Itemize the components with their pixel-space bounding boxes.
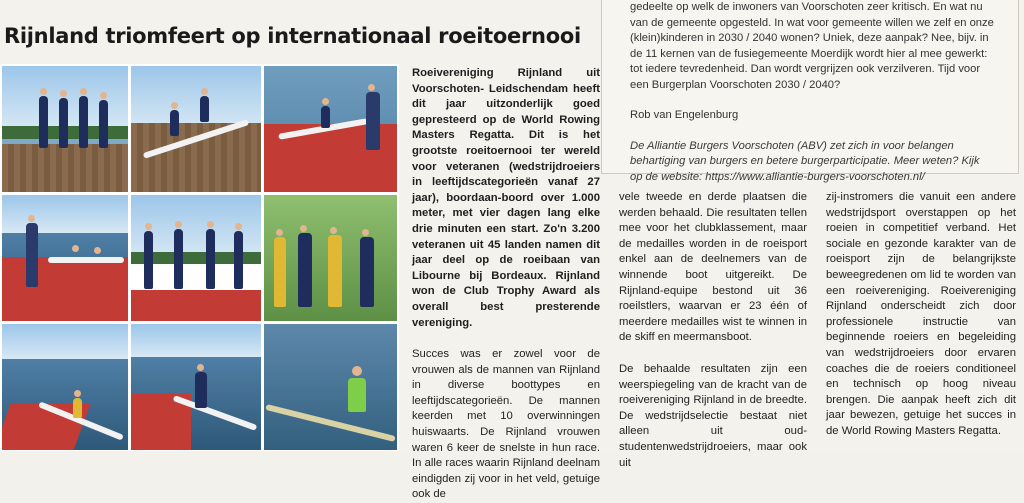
- photo-collage: [0, 64, 399, 451]
- letter-line: een Burgerplan Voorschoten 2030 / 2040?: [630, 78, 841, 91]
- letter-note-line: behartiging van burgers en betere burgerparticipatie. Meer weten? Kijk: [630, 155, 980, 167]
- article-paragraph: vele tweede en derde plaatsen die werden behaald. Die resultaten tellen mee voor het clubklassement, maar de medailles worden in de roeisport enkel aan de deelnemers van de winnende boot uitgereikt. De Rijnland-equipe bestond uit 36 roeilstlers, waarvan er 23 één of meerdere medailles wist te winnen in de skiff en meermansboot.: [619, 191, 807, 344]
- letter-note-line: De Alliantie Burgers Voorschoten (ABV) zet zich in voor belangen: [630, 139, 954, 152]
- letter-line: van de gemeente opgesteld. In wat voor gemeente willen we zelf en onze: [630, 16, 994, 29]
- photo-single-sculler-dock: [2, 324, 128, 450]
- letter-note-link: op de website: https://www.alliantie-burgers-voorschoten.nl/: [630, 170, 925, 183]
- photo-crew-launching: [2, 195, 128, 321]
- photo-four-rowers-medals: [131, 195, 261, 321]
- photo-rowers-in-boat: [131, 66, 261, 192]
- article-paragraph: Succes was er zowel voor de vrouwen als de mannen van Rijnland in diverse boottypes en leeftijdscategorieën. De mannen keerden met 10 overwinningen huiswaarts. De Rijnland vrouwen waren 6 keer de snelste in hun race. In alle races waarin Rijnland deelnam eindigden zij voor in het veld, getuige ook de: [412, 348, 600, 501]
- article-column-2: [619, 190, 807, 471]
- article-headline: Rijnland triomfeert op internationaal roeitoernooi: [4, 24, 581, 48]
- letter-line: gedeelte op welk de inwoners van Voorschoten zeer kritisch. En wat nu: [630, 1, 983, 13]
- photo-boat-on-red-dock: [264, 66, 397, 192]
- photo-sculler-smiling: [264, 324, 397, 450]
- photo-sculler-launching: [131, 324, 261, 450]
- article-column-1: [412, 66, 600, 503]
- letter-author: Rob van Engelenburg: [630, 109, 739, 121]
- article-paragraph: De behaalde resultaten zijn een weerspiegeling van de kracht van de roeivereniging Rijnland in de breedte. De wedstrijdselectie bestaat niet alleen uit oud-studentenwedstrijdroeiers, maar ook uit: [619, 362, 807, 469]
- letter-line: (klein)kinderen in 2030 / 2040 wonen? Uniek, deze aanpak? Nee, bijv. in: [630, 32, 989, 44]
- article-column-3: [826, 190, 1016, 440]
- photo-women-medals: [264, 195, 397, 321]
- reader-letter-box: [601, 0, 1019, 183]
- article-paragraph: zij-instromers die vanuit een andere wedstrijdsport overstappen op het roeien in competitief verband. Het sociale en gezonde karakter van de roeisport zijn de belangrijkste beweegredenen om lid te worden van een roeivereniging. Roeivereniging Rijnland onderscheidt zich door professionele instructie van beginnende roeiers en begeleiding van wedstrijdroeiers door ervaren coaches die de roeiers conditioneel en technisch op hoog niveau brengen. Die aanpak heeft zich dit jaar bewezen, getuige het succes in de World Rowing Masters Regatta.: [826, 191, 1016, 437]
- letter-line: de 11 kernen van de fusiegemeente Moerdijk wordt hier al mee gewerkt:: [630, 47, 988, 60]
- article-lead: Roeivereniging Rijnland uit Voorschoten- Leidschendam heeft dit jaar uitzonderlijk goed gepresteerd op de World Rowing Masters Regatta. Dit is het grootste roeitoernooi ter wereld voor veteranen (wedstrijdroeiers in leeftijdscategorieën vanaf 27 jaar), boordaan-boord over 1.000 meter, met vier dagen lang elke drie minuten een start. Zo'n 3.200 veteranen uit 45 landen namen dit jaar deel op de roeibaan van Libourne bij Bordeaux. Rijnland won de Club Trophy Award als overall best presterende vereniging.: [412, 67, 600, 329]
- letter-line: tot iedere tevredenheid. Dan wordt vergrijzen ook verzilveren. Tijd voor: [630, 63, 981, 75]
- photo-team-on-dock: [2, 66, 128, 192]
